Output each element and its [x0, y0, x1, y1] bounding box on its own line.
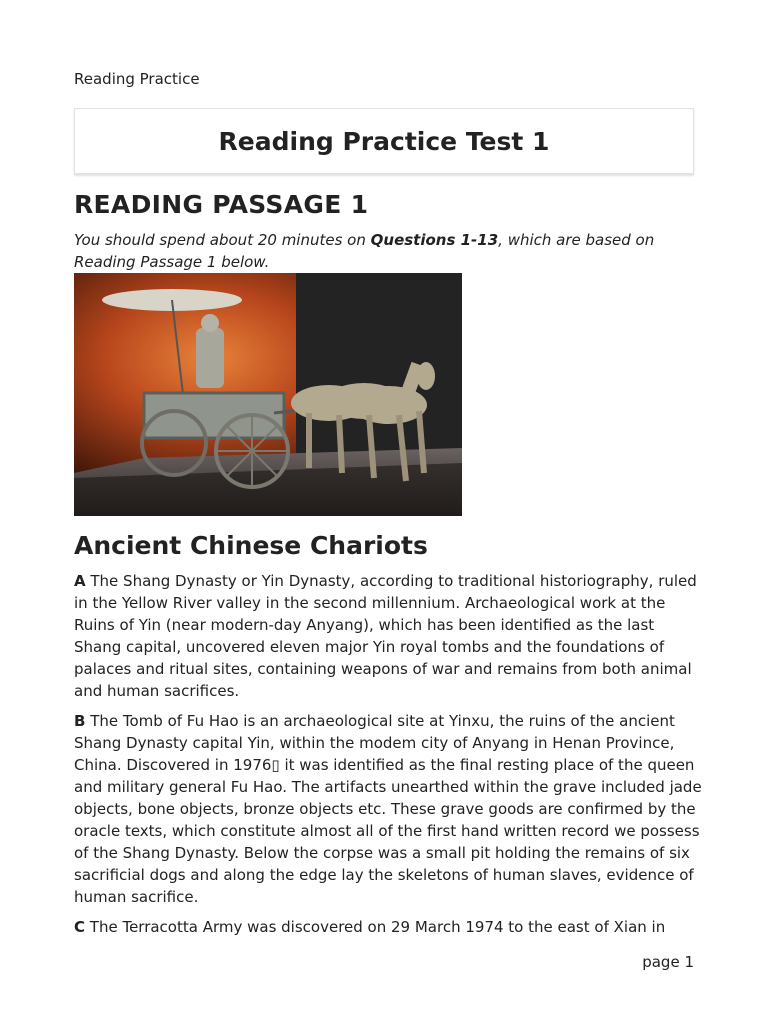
paragraph-a: A The Shang Dynasty or Yin Dynasty, according to traditional historiography, ruled in the Yellow River valley in the second millennium. Archaeological work at the Ruins of Yin (near modern-day Anyang), which has been identified as the last Shang capital, uncovered eleven major Yin royal tombs and the foundations of palaces and ritual sites, containing weapons of war and remains from both animal and human sacrifices. — [74, 572, 697, 700]
paragraph-b: B The Tomb of Fu Hao is an archaeological site at Yinxu, the ruins of the ancient Shang Dynasty capital Yin, within the modem city of Anyang in Henan Province, China. Discovered in 1976▯ it was identified as the final resting place of the queen and military general Fu Hao. The artifacts unearthed within the grave included jade objects, bone objects, bronze objects etc. These grave goods are confirmed by the oracle texts, which constitute almost all of the first hand written record we possess of the Shang Dynasty. Below the corpse was a small pit holding the remains of six sacrificial dogs and along the edge lay the skeletons of human slaves, evidence of human sacrifice. — [74, 712, 702, 906]
article-title: Ancient Chinese Chariots — [74, 531, 428, 560]
passage-heading: READING PASSAGE 1 — [74, 190, 369, 219]
page-number: page 1 — [642, 953, 694, 971]
instructions-questions: Questions 1-13 — [370, 231, 499, 249]
page-title: Reading Practice Test 1 — [74, 108, 694, 174]
header-label: Reading Practice — [74, 70, 200, 88]
instructions: You should spend about 20 minutes on Questions 1-13, which are based on Reading Passage 1 below. — [74, 231, 655, 271]
paragraph-c: C The Terracotta Army was discovered on 29 March 1974 to the east of Xian in — [74, 918, 666, 936]
chariot-photo — [74, 273, 462, 516]
